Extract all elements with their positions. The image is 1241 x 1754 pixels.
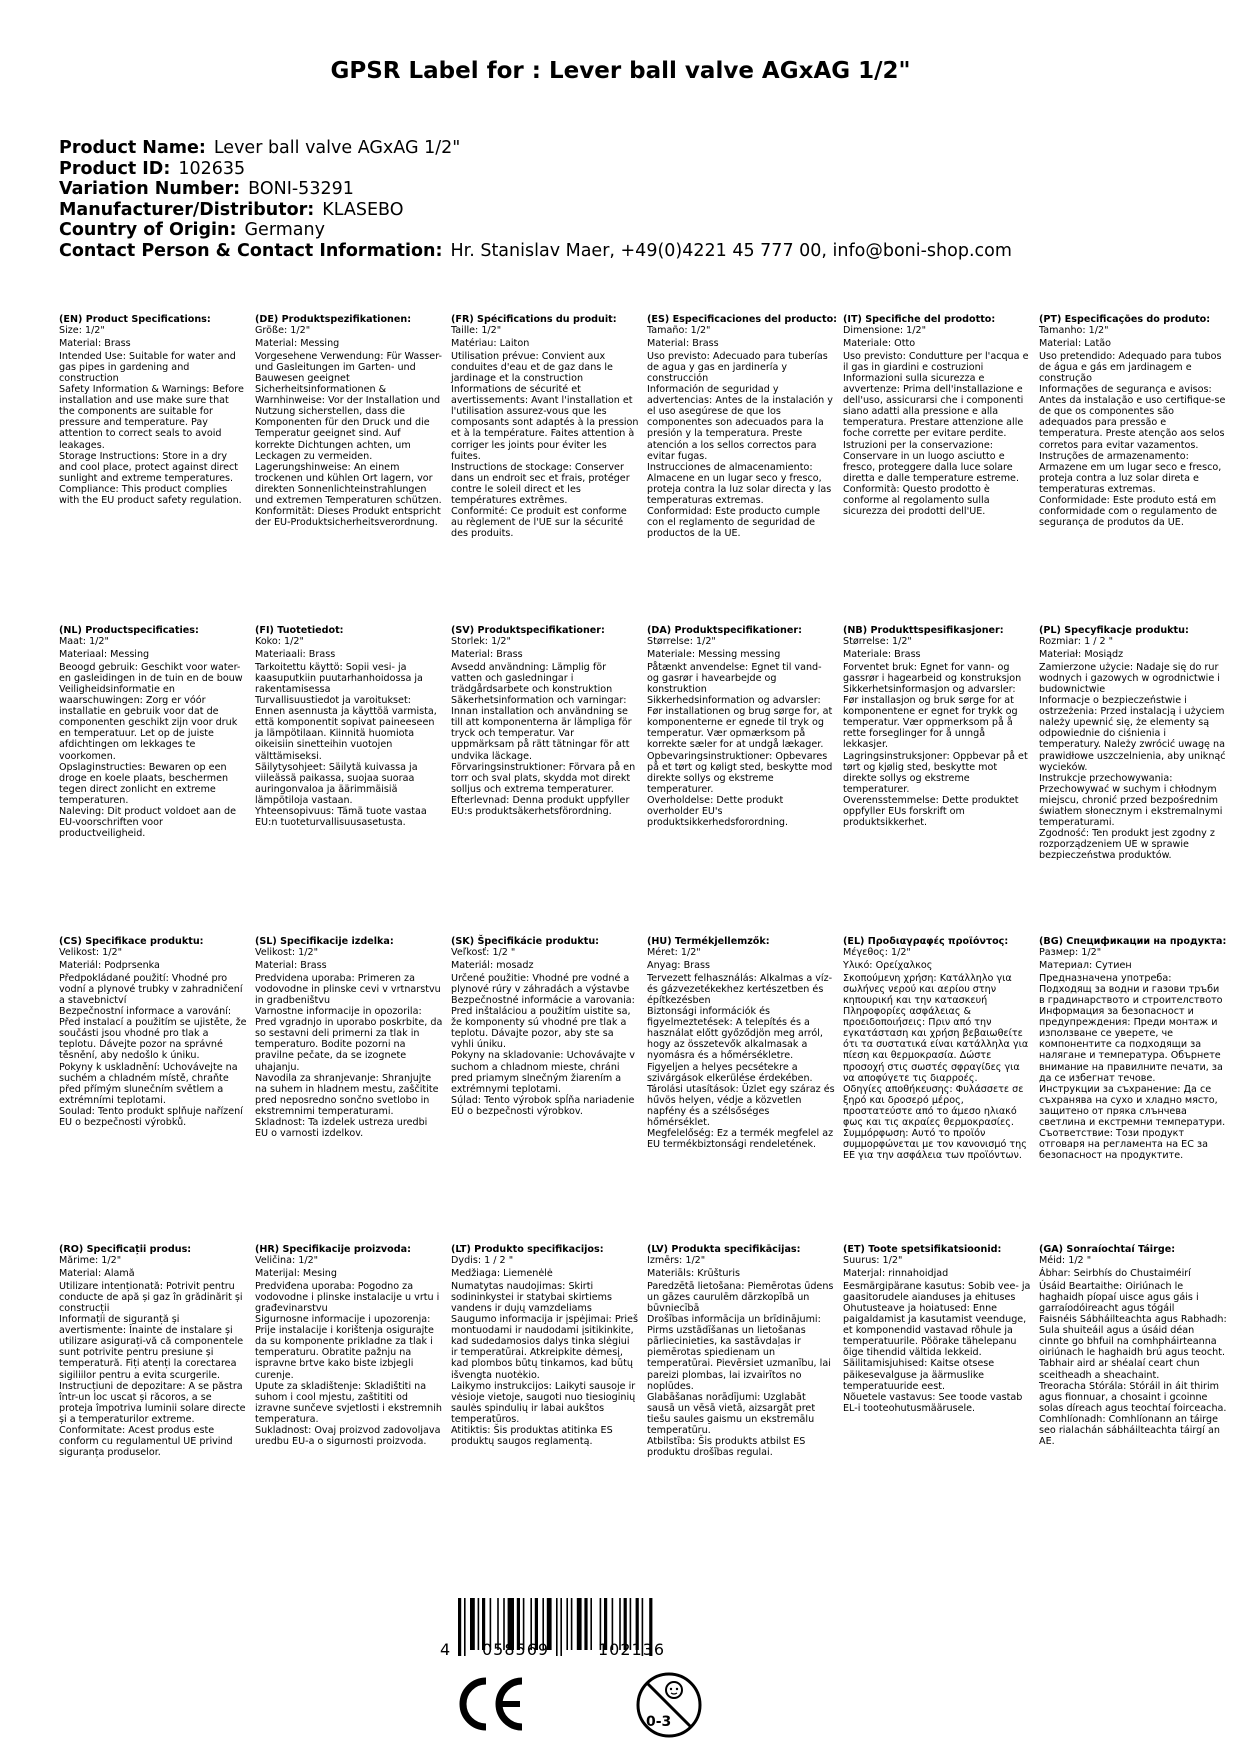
spec-line: Materiale: Messing messing xyxy=(647,649,781,661)
spec-line: Materiale: Otto xyxy=(843,338,916,350)
product-name-value: Lever ball valve AGxAG 1/2" xyxy=(213,138,461,158)
spec-block xyxy=(843,936,1031,1161)
spec-line: Uso pretendido: Adequado para tubos de água e gás em jardinagem e construção xyxy=(1039,351,1222,385)
spec-line: Säilytysohjeet: Säilytä kuivassa ja viileässä paikassa, suojaa suoraa auringonvaloa ja äärimmäisiä lämpötiloja vastaan. xyxy=(255,761,418,806)
spec-block xyxy=(255,314,443,528)
spec-line: Tamaño: 1/2" xyxy=(647,325,711,337)
spec-line: Tervezett felhasználás: Alkalmas a víz- és gázvezetékekhez kertészetben és építkezésben xyxy=(647,973,833,1007)
spec-line: Uso previsto: Condutture per l'acqua e il gas in giardini e costruzioni xyxy=(843,351,1029,374)
spec-block xyxy=(59,625,247,839)
manufacturer-label: Manufacturer/Distributor: xyxy=(59,199,315,220)
spec-line: Οδηγίες αποθήκευσης: Φυλάσσετε σε ξηρό και δροσερό μέρος, προστατεύστε από το άμεσο ηλιακό φως και τις ακραίες θερμοκρασίες. xyxy=(843,1083,1024,1128)
spec-line: Efterlevnad: Denna produkt uppfyller EU:s produktsäkerhetsförordning. xyxy=(451,794,630,817)
spec-block xyxy=(843,1244,1031,1414)
spec-line: Pokyny k uskladnění: Uchovávejte na suchém a chladném místě, chraňte před přímým slunečním světlem a extrémními teplotami. xyxy=(59,1061,238,1106)
barcode-bar xyxy=(590,1598,592,1650)
spec-line: Treoracha Stórála: Stóráil in áit thirim agus fionnuar, a chosaint i gcoinne solas díreach agus teochtaí foirceacha. xyxy=(1039,1380,1227,1414)
spec-line: Informacje o bezpieczeństwie i ostrzeżenia: Przed instalacją i użyciem należy upewnić się, że elementy są odpowiednie do ciśnienia i temperatury. Należy zwrócić uwagę na prawidłowe uszczelnienia, aby uniknąć wycieków. xyxy=(1039,695,1226,773)
spec-title: (ET) Toote spetsifikatsioonid: xyxy=(843,1244,1002,1255)
spec-line: Ábhar: Seirbhís do Chustaiméirí xyxy=(1039,1268,1191,1280)
spec-block xyxy=(647,314,838,539)
barcode-bar xyxy=(464,1598,466,1656)
spec-line: Taille: 1/2" xyxy=(451,325,502,337)
spec-block xyxy=(1039,625,1227,861)
manufacturer-row xyxy=(59,200,1012,221)
spec-line: Safety Information & Warnings: Before installation and use make sure that the components are suitable for pressure and temperature. Pay attention to correct seals to avoid leakages. xyxy=(59,384,244,451)
spec-title: (DA) Produktspecifikationer: xyxy=(647,625,802,636)
spec-line: Pokyny na skladovanie: Uchovávajte v suchom a chladnom mieste, chráni pred priamym slnečným žiarením a extrémnymi teplotami. xyxy=(451,1050,635,1095)
spec-line: Predvidena uporaba: Primeren za vodovodne in plinske cevi v vrtnarstvu in gradbeništvu xyxy=(255,973,441,1007)
spec-line: Информация за безопасност и предупреждения: Преди монтаж и използване се уверете, че компонентите са подходящи за налягане и температура. Обърнете внимание на правилните печати, за да се избегнат течове. xyxy=(1039,1006,1223,1084)
spec-line: Materiál: mosadz xyxy=(451,960,534,972)
spec-line: Biztonsági információk és figyelmeztetések: A telepítés és a használat előtt győződjön meg arról, hogy az összetevők alkalmasak a nyomásra és a hőmérsékletre. Figyeljen a helyes pecsétekre a szivárgások elkerülése érdekében. xyxy=(647,1006,823,1084)
spec-line: Размер: 1/2" xyxy=(1039,947,1102,959)
country-of-origin-row xyxy=(59,220,1012,241)
spec-block xyxy=(451,625,639,817)
barcode-bar xyxy=(577,1598,582,1650)
spec-line: Πληροφορίες ασφάλειας & προειδοποιήσεις: Πριν από την εγκατάσταση και χρήση βεβαιωθείτε ότι τα συστατικά είναι κατάλληλα για πίεση και θερμοκρασία. Δώστε προσοχή στις σωστές σφραγίδες για να αποφύγετε τις διαρροές. xyxy=(843,1006,1029,1084)
spec-line: Sigurnosne informacije i upozorenja: Prije instalacije i korištenja osigurajte da su komponente prikladne za tlak i temperaturu. Obratite pažnju na ispravne brtve kako biste izbjegli curenje. xyxy=(255,1314,434,1381)
spec-line: Paredzētā lietošana: Piemērotas ūdens un gāzes caurulēm dārzkopībā un būvniecībā xyxy=(647,1281,834,1315)
spec-line: Συμμόρφωση: Αυτό το προϊόν συμμορφώνεται με τον κανονισμό της ΕΕ για την ασφάλεια των προϊόντων. xyxy=(843,1127,1027,1161)
spec-title: (LT) Produkto specifikacijos: xyxy=(451,1244,604,1255)
spec-line: Uso previsto: Adecuado para tuberías de agua y gas en jardinería y construcción xyxy=(647,351,828,385)
spec-line: Instructions de stockage: Conserver dans un endroit sec et frais, protéger contre le soleil direct et les températures extrêmes. xyxy=(451,461,630,506)
spec-line: Numatytas naudojimas: Skirti sodininkystei ir statybai skirtiems vandens ir dujų vamzdeliams xyxy=(451,1281,612,1315)
spec-line: Utilisation prévue: Convient aux conduites d'eau et de gaz dans le jardinage et la construction xyxy=(451,351,613,385)
spec-line: Material: Brass xyxy=(451,649,523,661)
spec-line: Sikkerhetsinformasjon og advarsler: Før installasjon og bruk sørge for at komponentene er egnet for trykk og temperatur. Vær oppmerksom på å rette forseglinger for å unngå lekkasjer. xyxy=(843,684,1018,751)
spec-line: Koko: 1/2" xyxy=(255,636,304,648)
spec-line: Méret: 1/2" xyxy=(647,947,701,959)
spec-line: Tárolási utasítások: Üzlet egy száraz és hűvös helyen, védje a közvetlen napfény és a szélsőséges hőmérséklet. xyxy=(647,1083,835,1128)
country-of-origin-label: Country of Origin: xyxy=(59,220,237,240)
spec-title: (FR) Spécifications du produit: xyxy=(451,314,617,325)
spec-line: Opbevaringsinstruktioner: Opbevares på et tørt og køligt sted, beskytte mod direkte sollys og ekstreme temperaturer. xyxy=(647,750,833,795)
spec-line: Säkerhetsinformation och varningar: Innan installation och användning se till att komponenterna är lämpliga för tryck och temperatur. Var uppmärksam på rätt tätningar för att undvika läckage. xyxy=(451,695,632,762)
spec-line: Größe: 1/2" xyxy=(255,325,311,337)
spec-line: Инструкции за съхранение: Да се съхранява на сухо и хладно място, защитено от пряка слънчева светлина и екстремни температури. xyxy=(1039,1083,1226,1128)
product-id-label: Product ID: xyxy=(59,158,171,179)
product-name-label: Product Name: xyxy=(59,138,206,158)
spec-line: Conformitate: Acest produs este conform cu regulamentul UE privind siguranța produselor. xyxy=(59,1424,233,1458)
spec-line: Varnostne informacije in opozorila: Pred vgradnjo in uporabo poskrbite, da so sestavni deli primerni za tlak in temperaturo. Bodite pozorni na pravilne pečate, da se izognete uhajanju. xyxy=(255,1006,443,1073)
spec-block xyxy=(647,625,835,828)
spec-line: Zamierzone użycie: Nadaje się do rur wodnych i gazowych w ogrodnictwie i budownictwie xyxy=(1039,662,1220,696)
spec-line: Påtænkt anvendelse: Egnet til vand- og gasrør i havearbejde og konstruktion xyxy=(647,662,822,696)
spec-block xyxy=(255,625,443,828)
spec-title: (ES) Especificaciones del producto: xyxy=(647,314,838,325)
spec-line: Предназначена употреба: Подходящ за водни и газови тръби в градинарството и строителството xyxy=(1039,973,1223,1007)
spec-line: Drošības informācija un brīdinājumi: Pirms uzstādīšanas un lietošanas pārliecinieties, ka sastāvdaļas ir piemērotas spiedienam un temperatūrai. Pievērsiet uzmanību, lai pareizi plombas, lai izvairītos no noplūdes. xyxy=(647,1314,831,1392)
spec-title: (NL) Productspecificaties: xyxy=(59,625,199,636)
spec-line: Naleving: Dit product voldoet aan de EU-voorschriften voor productveiligheid. xyxy=(59,805,236,839)
spec-line: Suurus: 1/2" xyxy=(843,1255,903,1267)
spec-title: (NB) Produkttspesifikasjoner: xyxy=(843,625,1004,636)
spec-line: Material: Messing xyxy=(255,338,340,350)
spec-line: Opslaginstructies: Bewaren op een droge en koele plaats, beschermen tegen direct zonlicht en extreme temperaturen. xyxy=(59,761,229,806)
spec-line: Navodila za shranjevanje: Shranjujte na suhem in hladnem mestu, zaščitite pred neposredno sončno svetlobo in ekstremnimi temperaturami. xyxy=(255,1072,439,1117)
spec-line: Atitiktis: Šis produktas atitinka ES produktų saugos reglamentą. xyxy=(451,1424,613,1447)
contact-value: Hr. Stanislav Maer, +49(0)4221 45 777 00, info@boni-shop.com xyxy=(450,240,1012,261)
spec-block xyxy=(59,314,247,506)
spec-title: (FI) Tuotetiedot: xyxy=(255,625,344,636)
barcode-bar xyxy=(566,1598,568,1650)
barcode-bar xyxy=(470,1598,475,1650)
product-info xyxy=(59,138,1012,261)
spec-line: Megfelelőség: Ez a termék megfelel az EU termékbiztonsági rendeletének. xyxy=(647,1127,834,1150)
barcode-bar xyxy=(560,1598,562,1656)
spec-line: Izmērs: 1/2" xyxy=(647,1255,706,1267)
spec-line: Veličina: 1/2" xyxy=(255,1255,319,1267)
spec-line: Materiaali: Brass xyxy=(255,649,336,661)
variation-number-label: Variation Number: xyxy=(59,179,241,199)
spec-line: Ohutusteave ja hoiatused: Enne paigaldamist ja kasutamist veenduge, et komponendid vastavad rõhule ja temperatuurile. Pöörake tähelepanu õige tihendid vältida lekkeid. xyxy=(843,1303,1027,1359)
spec-line: Faisnéis Sábháilteachta agus Rabhadh: Sula shuiteáil agus a úsáid déan cinnte go bhfuil na comhpháirteanna oiriúnach le haghaidh brú agus teocht. Tabhair aird ar shéalaí ceart chun sceitheadh a sheachaint. xyxy=(1039,1314,1227,1381)
spec-line: Overholdelse: Dette produkt overholder EU's produktsikkerhedsforordning. xyxy=(647,794,789,828)
spec-title: (SK) Špecifikácie produktu: xyxy=(451,936,600,947)
spec-line: Säilitamisjuhised: Kaitse otsese päikesevalguse ja äärmuslike temperatuuride eest. xyxy=(843,1358,995,1392)
spec-line: Avsedd användning: Lämplig för vatten och gasledningar i trädgårdsarbete och konstruktion xyxy=(451,662,613,696)
product-id-value: 102635 xyxy=(178,158,246,179)
spec-block xyxy=(1039,936,1227,1161)
spec-block xyxy=(59,936,247,1128)
spec-title: (GA) Sonraíochtaí Táirge: xyxy=(1039,1244,1176,1255)
spec-block xyxy=(451,1244,639,1447)
spec-title: (SL) Specifikacije izdelka: xyxy=(255,936,394,947)
spec-line: Zgodność: Ten produkt jest zgodny z rozporządzeniem UE w sprawie bezpieczeństwa produktów. xyxy=(1039,827,1215,861)
barcode-right-digits: 102136 xyxy=(598,1640,666,1659)
spec-line: Materiaal: Messing xyxy=(59,649,150,661)
spec-title: (EL) Προδιαγραφές προϊόντος: xyxy=(843,936,1009,947)
spec-line: Conformidad: Este producto cumple con el reglamento de seguridad de productos de la UE. xyxy=(647,505,820,539)
spec-block xyxy=(451,314,639,539)
spec-line: Forventet bruk: Egnet for vann- og gassrør i hagearbeid og konstruksjon xyxy=(843,662,1022,685)
spec-line: Maat: 1/2" xyxy=(59,636,109,648)
spec-line: Material: Brass xyxy=(647,338,719,350)
spec-line: Soulad: Tento produkt splňuje nařízení EU o bezpečnosti výrobků. xyxy=(59,1105,243,1128)
spec-line: Vorgesehene Verwendung: Für Wasser- und Gasleitungen im Garten- und Bauwesen geeignet xyxy=(255,351,442,385)
spec-line: Sikkerhedsinformation og advarsler: Før installationen og brug sørge for, at komponenterne er egnede til tryk og temperatur. Vær opmærksom på korrekte sæler for at undgå lækager. xyxy=(647,695,833,751)
spec-line: Konformität: Dieses Produkt entspricht der EU-Produktsicherheitsverordnung. xyxy=(255,505,441,528)
spec-line: Intended Use: Suitable for water and gas pipes in gardening and construction xyxy=(59,351,236,385)
spec-line: Lagerungshinweise: An einem trockenen und kühlen Ort lagern, vor direkten Sonnenlichteinstrahlungen und extremen Temperaturen schützen. xyxy=(255,461,442,506)
spec-line: Sicherheitsinformationen & Warnhinweise: Vor der Installation und Nutzung sicherstellen, dass die Komponenten für den Druck und die Temperatur geeignet sind. Auf korrekte Dichtungen achten, um Leckagen zu vermeiden. xyxy=(255,384,441,462)
spec-line: Dydis: 1 / 2 " xyxy=(451,1255,514,1267)
spec-line: Materijal: Mesing xyxy=(255,1268,337,1280)
contact-row xyxy=(59,241,1012,262)
spec-line: Istruzioni per la conservazione: Conservare in un luogo asciutto e fresco, proteggere dalla luce solare diretta e dalle temperature estreme. xyxy=(843,439,1019,484)
spec-line: Storlek: 1/2" xyxy=(451,636,511,648)
spec-block xyxy=(1039,1244,1227,1447)
spec-line: Instrucțiuni de depozitare: A se păstra într-un loc uscat și răcoros, a se proteja împotriva luminii solare directe și a temperaturilor extreme. xyxy=(59,1380,246,1425)
spec-block xyxy=(255,936,443,1139)
spec-title: (EN) Product Specifications: xyxy=(59,314,211,325)
spec-line: Informazioni sulla sicurezza e avvertenze: Prima dell'installazione e dell'uso, assicurarsi che i componenti siano adatti alla pressione e alla temperatura. Prestare attenzione alle foche corrette per evitare perdite. xyxy=(843,373,1024,440)
spec-line: Předpokládané použití: Vhodné pro vodní a plynové trubky v zahradničení a stavebnictví xyxy=(59,973,243,1007)
label-title: GPSR Label for : Lever ball valve AGxAG 1/2" xyxy=(330,58,911,84)
spec-block xyxy=(843,625,1031,828)
spec-line: Información de seguridad y advertencias: Antes de la instalación y el uso asegúrese de que los componentes son adecuados para la presión y la temperatura. Preste atención a los sellos correctos para evitar fugas. xyxy=(647,384,833,462)
spec-title: (HR) Specifikacije proizvoda: xyxy=(255,1244,411,1255)
spec-block xyxy=(1039,314,1227,528)
spec-line: Beoogd gebruik: Geschikt voor water- en gasleidingen in de tuin en de bouw xyxy=(59,662,243,685)
spec-line: Instrukcje przechowywania: Przechowywać w suchym i chłodnym miejscu, chronić przed bezpośrednim światłem słonecznym i ekstremalnymi temperaturami. xyxy=(1039,772,1223,828)
spec-line: Bezpečnostné informácie a varovania: Pred inštaláciou a použitím uistite sa, že komponenty sú vhodné pre tlak a teplotu. Dávajte pozor, aby ste sa vyhli úniku. xyxy=(451,995,635,1051)
barcode-bar xyxy=(458,1598,461,1656)
variation-number-value: BONI-53291 xyxy=(248,179,354,199)
spec-title: (SV) Produktspecifikationer: xyxy=(451,625,605,636)
spec-line: Съответствие: Този продукт отговаря на регламента на ЕС за безопасност на продуктите. xyxy=(1039,1127,1208,1161)
spec-line: Eesmärgipärane kasutus: Sobib vee- ja gaasitorudele aianduses ja ehituses xyxy=(843,1281,1031,1304)
spec-line: Úsáid Beartaithe: Oiriúnach le haghaidh píopaí uisce agus gáis i garraíodóireacht agus tógáil xyxy=(1039,1281,1199,1315)
country-of-origin-value: Germany xyxy=(244,220,325,240)
spec-line: Yhteensopivuus: Tämä tuote vastaa EU:n tuoteturvallisuusasetusta. xyxy=(255,805,427,828)
spec-line: Conformité: Ce produit est conforme au règlement de l'UE sur la sécurité des produits. xyxy=(451,505,627,539)
spec-line: Veiligheidsinformatie en waarschuwingen: Zorg er vóór installatie en gebruik voor dat de componenten geschikt zijn voor druk en temperatuur. Let op de juiste afdichtingen om lekkages te voorkomen. xyxy=(59,684,238,762)
ce-mark-icon xyxy=(456,1675,528,1733)
spec-line: Materiale: Brass xyxy=(843,649,921,661)
spec-block xyxy=(647,1244,835,1458)
spec-title: (BG) Спецификации на продукта: xyxy=(1039,936,1227,947)
spec-line: Compliance: This product complies with the EU product safety regulation. xyxy=(59,483,242,506)
variation-number-row xyxy=(59,179,1012,200)
barcode-lead-digit: 4 xyxy=(440,1640,451,1659)
spec-line: Určené použitie: Vhodné pre vodné a plynové rúry v záhradách a výstavbe xyxy=(451,973,630,996)
spec-line: Материал: Сутиен xyxy=(1039,960,1132,972)
spec-line: Sukladnost: Ovaj proizvod zadovoljava uredbu EU-a o sigurnosti proizvoda. xyxy=(255,1424,441,1447)
spec-block xyxy=(843,314,1031,517)
spec-line: Μέγεθος: 1/2" xyxy=(843,947,911,959)
barcode-bar xyxy=(556,1598,558,1656)
spec-line: Materiał: Mosiądz xyxy=(1039,649,1124,661)
spec-line: Instruções de armazenamento: Armazene em um lugar seco e fresco, proteja contra a luz solar direta e temperaturas extremas. xyxy=(1039,450,1222,495)
spec-title: (HU) Termékjellemzők: xyxy=(647,936,770,947)
spec-line: Méid: 1/2 " xyxy=(1039,1255,1092,1267)
spec-line: Informations de sécurité et avertissements: Avant l'installation et l'utilisation assurez-vous que les composants sont adaptés à la pression et à la température. Faites attention à corriger les joints pour éviter les fuites. xyxy=(451,384,639,462)
product-name-row xyxy=(59,138,1012,159)
spec-line: Material: Latão xyxy=(1039,338,1111,350)
spec-line: Informações de segurança e avisos: Antes da instalação e uso certifique-se de que os componentes são adequados para pressão e temperatura. Preste atenção aos selos corretos para evitar vazamentos. xyxy=(1039,384,1226,451)
spec-block xyxy=(255,1244,443,1447)
spec-line: Laikymo instrukcijos: Laikyti sausoje ir vėsioje vietoje, saugoti nuo tiesioginių saulės spindulių ir labai aukštos temperatūros. xyxy=(451,1380,636,1425)
spec-line: Súlad: Tento výrobok spĺňa nariadenie EÚ o bezpečnosti výrobkov. xyxy=(451,1094,635,1117)
spec-line: Material: Alamă xyxy=(59,1268,135,1280)
spec-line: Turvallisuustiedot ja varoitukset: Ennen asennusta ja käyttöä varmista, että komponentit sopivat paineeseen ja lämpötilaan. Kiinnitä huomiota oikeisiin sinetteihin vuotojen välttämiseksi. xyxy=(255,695,437,762)
spec-block xyxy=(59,1244,247,1458)
spec-line: Storage Instructions: Store in a dry and cool place, protect against direct sunlight and extreme temperatures. xyxy=(59,450,239,484)
spec-line: Förvaringsinstruktioner: Förvara på en torr och sval plats, skydda mot direkt solljus och extrema temperaturer. xyxy=(451,761,636,795)
spec-line: Σκοπούμενη χρήση: Κατάλληλο για σωλήνες νερού και αερίου στην κηπουρική και την κατασκευή xyxy=(843,973,1012,1007)
spec-line: Upute za skladištenje: Skladištiti na suhom i cool mjestu, zaštititi od izravne sunčeve svjetlosti i ekstremnih temperatura. xyxy=(255,1380,442,1425)
barcode-bar xyxy=(584,1598,587,1650)
spec-line: Informații de siguranță și avertismente: Înainte de instalare și utilizare asigurați-vă că componentele sunt potrivite pentru presiune și temperatură. Fiți atenți la corectarea sigiliilor pentru a evita scurgerile. xyxy=(59,1314,244,1381)
spec-line: Material: Brass xyxy=(59,338,131,350)
spec-line: Rozmiar: 1 / 2 " xyxy=(1039,636,1114,648)
spec-line: Materjal: rinnahoidjad xyxy=(843,1268,949,1280)
contact-label: Contact Person & Contact Information: xyxy=(59,240,443,261)
spec-block xyxy=(451,936,639,1117)
spec-title: (CS) Specifikace produktu: xyxy=(59,936,204,947)
spec-line: Overensstemmelse: Dette produktet oppfyller EUs forskrift om produktsikkerhet. xyxy=(843,794,1019,828)
spec-line: Dimensione: 1/2" xyxy=(843,325,927,337)
barcode-left-digits: 058569 xyxy=(482,1640,550,1659)
spec-line: Medžiaga: Liemenėlė xyxy=(451,1268,553,1280)
spec-line: Materiál: Podprsenka xyxy=(59,960,160,972)
barcode-bar xyxy=(571,1598,573,1650)
spec-line: Comhlíonadh: Comhlíonann an táirge seo rialachán sábháilteachta táirgí an AE. xyxy=(1039,1413,1220,1447)
spec-title: (LV) Produkta specifikācijas: xyxy=(647,1244,801,1255)
age-warning-text: 0-3 xyxy=(646,1714,672,1730)
spec-line: Tamanho: 1/2" xyxy=(1039,325,1109,337)
spec-line: Size: 1/2" xyxy=(59,325,105,337)
spec-line: Conformità: Questo prodotto è conforme al regolamento sulla sicurezza dei prodotti dell'UE. xyxy=(843,483,990,517)
spec-line: Nõuetele vastavus: See toode vastab EL-i tooteohutusmäärusele. xyxy=(843,1391,1023,1414)
spec-line: Υλικό: Ορείχαλκος xyxy=(843,960,933,972)
barcode-bar xyxy=(478,1598,480,1650)
spec-line: Anyag: Brass xyxy=(647,960,710,972)
spec-line: Mărime: 1/2" xyxy=(59,1255,122,1267)
manufacturer-value: KLASEBO xyxy=(322,199,404,220)
spec-line: Glabāšanas norādījumi: Uzglabāt sausā un vēsā vietā, aizsargāt pret tiešu saules gaismu un ekstremālu temperatūru. xyxy=(647,1391,816,1436)
spec-line: Tarkoitettu käyttö: Sopii vesi- ja kaasuputkiin puutarhanhoidossa ja rakentamisessa xyxy=(255,662,423,696)
spec-line: Størrelse: 1/2" xyxy=(843,636,912,648)
spec-line: Veľkosť: 1/2 " xyxy=(451,947,516,959)
no-children-0-3-icon xyxy=(634,1670,704,1740)
spec-line: Instrucciones de almacenamiento: Almacene en un lugar seco y fresco, proteja contra la luz solar directa y las temperaturas extremas. xyxy=(647,461,832,506)
spec-line: Conformidade: Este produto está em conformidade com o regulamento de segurança de produtos da UE. xyxy=(1039,494,1218,528)
spec-line: Material: Brass xyxy=(255,960,327,972)
product-id-row xyxy=(59,159,1012,180)
spec-title: (DE) Produktspezifikationen: xyxy=(255,314,412,325)
spec-title: (IT) Specifiche del prodotto: xyxy=(843,314,996,325)
spec-line: Materiāls: Krūšturis xyxy=(647,1268,741,1280)
barcode-bars xyxy=(440,1598,710,1658)
spec-line: Saugumo informacija ir įspėjimai: Prieš montuodami ir naudodami įsitikinkite, kad sudedamosios dalys tinka slėgiui ir temperatūrai. Atkreipkite dėmesį, kad plombos būtų tinkamos, kad būtų išvengta nuotėkio. xyxy=(451,1314,638,1381)
spec-line: Skladnost: Ta izdelek ustreza uredbi EU o varnosti izdelkov. xyxy=(255,1116,428,1139)
spec-line: Lagringsinstruksjoner: Oppbevar på et tørt og kjølig sted, beskytte mot direkte sollys og ekstreme temperaturer. xyxy=(843,750,1028,795)
spec-block xyxy=(647,936,835,1150)
spec-line: Velikost: 1/2" xyxy=(59,947,123,959)
spec-line: Velikost: 1/2" xyxy=(255,947,319,959)
spec-title: (RO) Specificații produs: xyxy=(59,1244,192,1255)
spec-line: Predviđena uporaba: Pogodno za vodovodne i plinske instalacije u vrtu i građevinarstvu xyxy=(255,1281,440,1315)
spec-line: Størrelse: 1/2" xyxy=(647,636,716,648)
spec-line: Atbilstība: Šis produkts atbilst ES produktu drošības regulai. xyxy=(647,1435,806,1458)
spec-title: (PL) Specyfikacje produktu: xyxy=(1039,625,1189,636)
spec-line: Matériau: Laiton xyxy=(451,338,530,350)
spec-line: Bezpečnostní informace a varování: Před instalací a použitím se ujistěte, že součásti jsou vhodné pro tlak a teplotu. Dávejte pozor na správné těsnění, aby nedošlo k úniku. xyxy=(59,1006,247,1062)
spec-title: (PT) Especificações do produto: xyxy=(1039,314,1211,325)
spec-line: Utilizare intenționată: Potrivit pentru conducte de apă și gaz în grădinărit și construcții xyxy=(59,1281,243,1315)
